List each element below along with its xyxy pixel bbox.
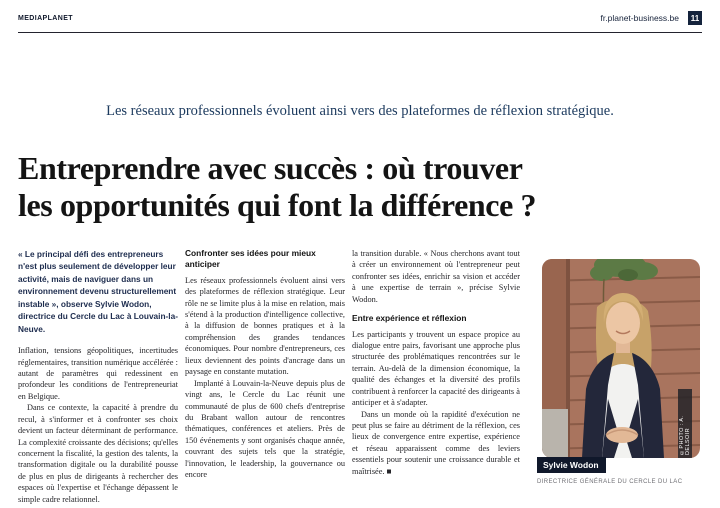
paragraph: Dans un monde où la rapidité d'exécution ne peut plus se faire au détriment de la réflexion, ces lieux de convergence entre expertise, expérience et réseau apparaissent comme des leviers essentiels pour soutenir une croissance durable et maîtrisée. ■ — [352, 409, 520, 476]
section-heading: Entre expérience et réflexion — [352, 313, 467, 324]
paragraph: la transition durable. « Nous cherchons avant tout à créer un environnement où l'entrepreneur peut confronter ses idées, enrichir sa vision et accéder à une expertise de terrain », précise Sylvie Wodon. — [352, 249, 520, 304]
article-column-2 — [185, 248, 345, 481]
paragraph: Les participants y trouvent un espace propice au dialogue entre pairs, favorisant une approche plus structurée des problématiques rencontrées sur le terrain. Au-delà de la dimension économique, la qualité des échanges et la diversité des profils contribuent à renforcer la capacité des dirigeants à anticiper et à s'adapter. — [352, 329, 520, 408]
article-column-1 — [18, 248, 178, 505]
site-url: fr.planet-business.be — [600, 13, 679, 23]
headline-line-1: Entreprendre avec succès : où trouver — [18, 150, 523, 186]
portrait-photo-illustration — [542, 259, 700, 458]
photo-credit: ©PHOTO : A. DELSOIR — [678, 389, 692, 458]
section-heading: Confronter ses idées pour mieux anticiper — [185, 248, 316, 270]
article-column-3 — [352, 248, 520, 477]
publisher-logo: MEDIAPLANET — [18, 15, 73, 22]
standfirst: Les réseaux professionnels évoluent ainsi vers des plateformes de réflexion stratégique. — [106, 103, 614, 119]
paragraph: Implanté à Louvain-la-Neuve depuis plus de vingt ans, le Cercle du Lac réunit une communauté de plus de 600 chefs d'entreprise du Brabant wallon autour de rencontres thématiques, conférences et ateliers. Près de 150 événements y sont organisés chaque année, couvrant des sujets tels que la stratégie, l'innovation, le leadership, la gouvernance ou encore — [185, 378, 345, 480]
lead-quote: « Le principal défi des entrepreneurs n'est plus seulement de développer leur activité, mais de naviguer dans un environnement devenu structurellement instable », observe Sylvie Wodon, directrice du Cercle du Lac à Louvain-la-Neuve. — [18, 249, 178, 334]
paragraph: Dans ce contexte, la capacité à prendre du recul, à s'informer et à confronter ses choix devient un facteur déterminant de performance. La complexité croissante des décisions; qu'elles concernent la fiscalité, la gestion des talents, la transformation digitale ou la durabilité pousse de plus en plus de dirigeants à rechercher des espaces où l'expertise et l'échange dépassent le simple cadre relationnel. — [18, 403, 178, 504]
photo-name-label: Sylvie Wodon — [537, 457, 606, 473]
headline-line-2: les opportunités qui font la différence ? — [18, 187, 537, 224]
page-number-badge: 11 — [688, 11, 702, 25]
header-right — [601, 11, 702, 25]
portrait-photo — [542, 259, 700, 458]
article-headline — [18, 150, 578, 224]
paragraph: Les réseaux professionnels évoluent ainsi vers des plateformes de réflexion stratégique. Leur rôle ne se limite plus à la mise en relation, mais s'étend à la production d'intelligence collective, à la diffusion de bonnes pratiques et à la compréhension des grandes tendances économiques. Pour nombre d'entrepreneurs, ces lieux deviennent des points d'ancrage dans un paysage en constante mutation. — [185, 275, 345, 377]
header-divider — [18, 32, 702, 33]
photo-caption: DIRECTRICE GÉNÉRALE DU CERCLE DU LAC — [537, 479, 683, 485]
paragraph: Inflation, tensions géopolitiques, incertitudes réglementaires, transition numérique accélérée : autant de paramètres qui redessinent en profondeur les conditions de l'entrepreneuriat en Belgique. — [18, 346, 178, 401]
